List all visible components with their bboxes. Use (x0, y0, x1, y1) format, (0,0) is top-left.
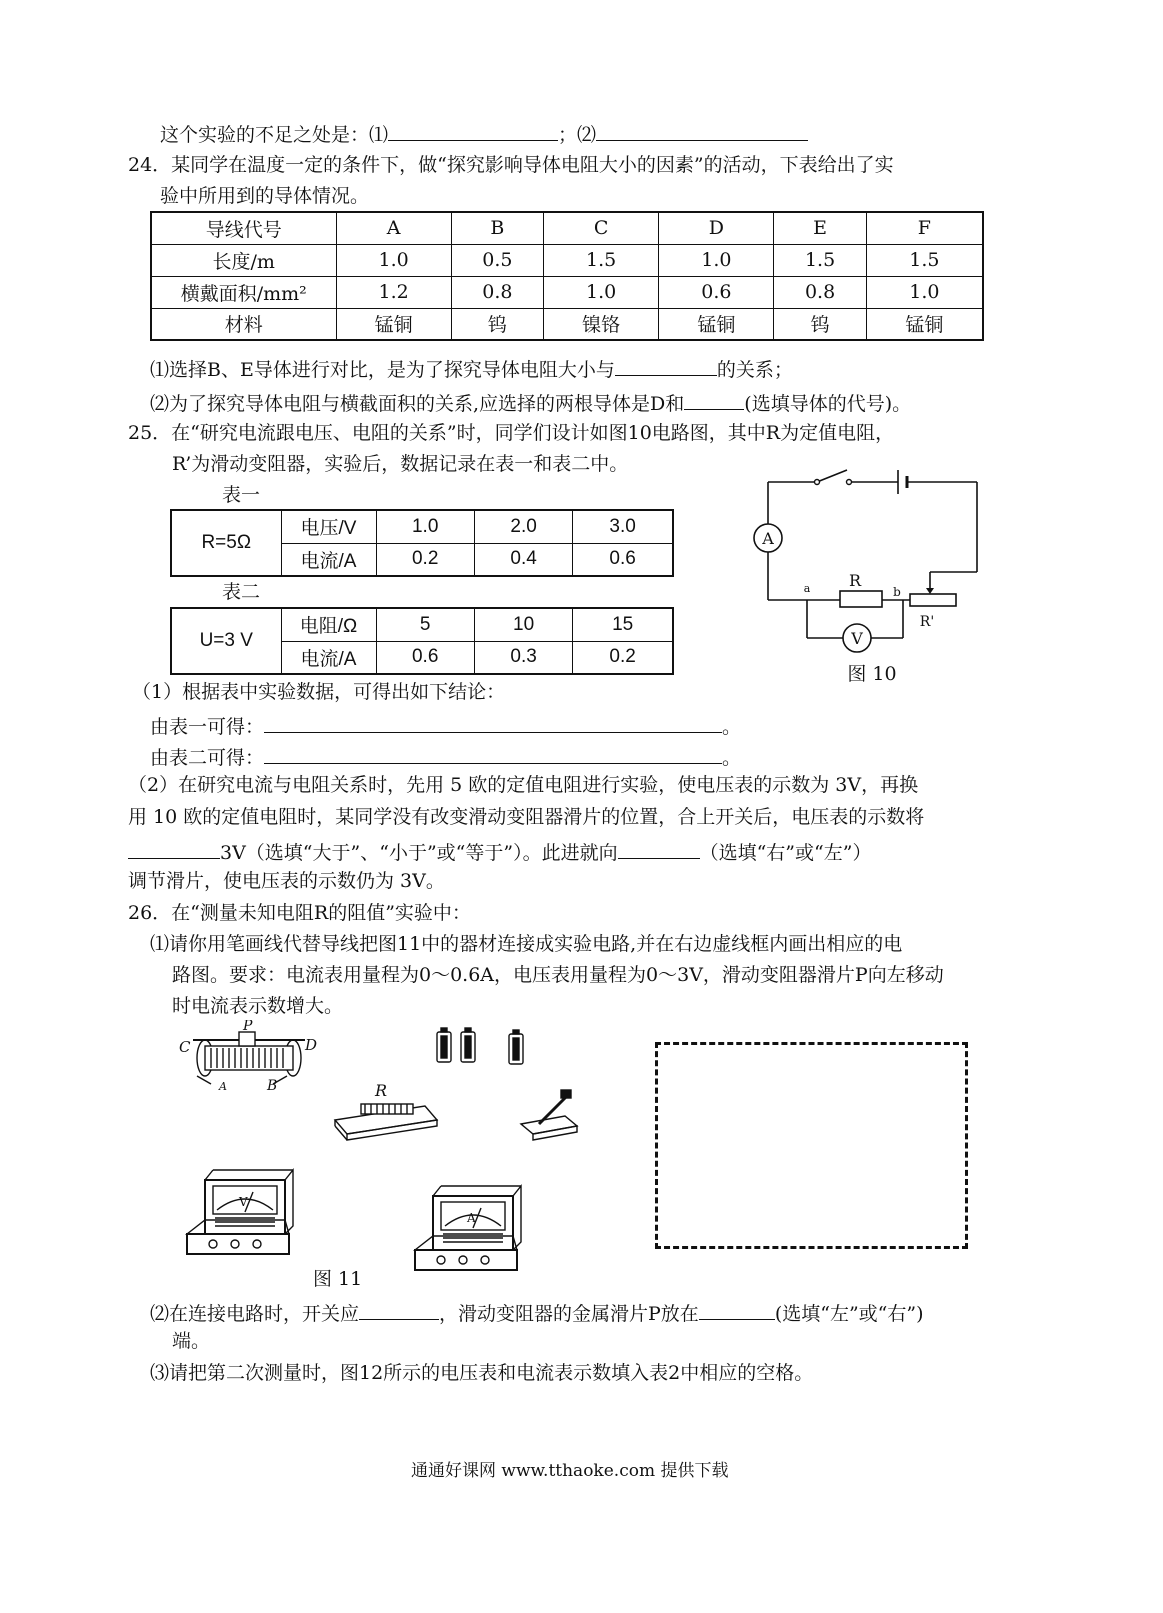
q25-conclusion-1: 由表一可得： 。 (150, 716, 742, 738)
q26-sub1-line2: 路图。要求：电流表用量程为0～0.6A，电压表用量程为0～3V，滑动变阻器滑片P向左移动 (172, 964, 944, 986)
svg-text:A: A (467, 1211, 476, 1225)
table1-label: R=5Ω (171, 510, 281, 576)
table-cell: 1.0 (866, 276, 983, 308)
table-cell: 1.5 (866, 244, 983, 276)
circuit-drawing-box[interactable] (655, 1042, 968, 1249)
q26-sub1-line3: 时电流表示数增大。 (172, 995, 344, 1017)
q26-sub2-line2: 端。 (172, 1330, 211, 1352)
answer-blank[interactable] (615, 357, 717, 376)
table-cell: A (336, 212, 451, 244)
answer-blank[interactable] (388, 122, 558, 141)
answer-blank[interactable] (264, 714, 722, 733)
q26-line1: 26．在“测量未知电阻R的阻值”实验中： (128, 902, 471, 924)
row-header-cell: 导线代号 (151, 212, 336, 244)
table-cell: E (774, 212, 866, 244)
answer-blank[interactable] (618, 840, 700, 859)
table-cell: 1.2 (336, 276, 451, 308)
svg-text:A: A (762, 529, 774, 548)
q25-conclusion-2: 由表二可得： 。 (150, 747, 742, 769)
svg-text:B: B (267, 1078, 278, 1094)
switch-lever (817, 470, 847, 482)
table-cell: 0.5 (451, 244, 543, 276)
svg-text:P: P (243, 1020, 253, 1034)
q25-part2-line4: 调节滑片，使电压表的示数仍为 3V。 (128, 870, 445, 892)
svg-text:V: V (851, 629, 863, 648)
answer-blank[interactable] (684, 391, 744, 410)
row-header-cell: 长度/m (151, 244, 336, 276)
slider-arrow-icon (926, 588, 934, 594)
table-cell: 钨 (451, 308, 543, 340)
table2-label: U=3 V (171, 608, 281, 674)
table-cell: 0.8 (451, 276, 543, 308)
table-row (151, 212, 983, 244)
svg-text:a: a (803, 582, 811, 595)
battery-cells (437, 1028, 523, 1064)
footer-credit: 通通好课网 www.tthaoke.com 提供下载 (411, 1461, 729, 1481)
answer-blank[interactable] (359, 1301, 439, 1320)
fig11-caption: 图 11 (313, 1268, 363, 1290)
row-header-cell: 横戴面积/mm² (151, 276, 336, 308)
q25-part2-line1: （2）在研究电流与电阻关系时，先用 5 欧的定值电阻进行实验，使电压表的示数为 3V，再换 (128, 774, 919, 796)
q25-line1: 25．在“研究电流跟电压、电阻的关系”时，同学们设计如图10电路图，其中R为定值电阻， (128, 422, 895, 444)
resistor-r (840, 591, 882, 607)
circuit-diagram-fig10 (735, 462, 995, 690)
table-row (151, 244, 983, 276)
q23-deficiency-line: 这个实验的不足之处是：⑴ ；⑵ (160, 122, 808, 145)
svg-text:D: D (305, 1036, 318, 1054)
table-row (151, 308, 983, 340)
rheostat (910, 594, 956, 606)
q25-part1: （1）根据表中实验数据，可得出如下结论： (132, 681, 506, 703)
svg-text:V: V (239, 1195, 248, 1209)
table-cell: 1.0 (336, 244, 451, 276)
apparatus-figure-fig11 (175, 1020, 615, 1300)
answer-blank[interactable] (128, 840, 220, 859)
voltmeter-device (187, 1170, 293, 1254)
q26-sub3: ⑶请把第二次测量时，图12所示的电压表和电流表示数填入表2中相应的空格。 (150, 1362, 814, 1384)
table-cell: 镍铬 (543, 308, 658, 340)
q25-part2-line2: 用 10 欧的定值电阻时，某同学没有改变滑动变阻器滑片的位置，合上开关后，电压表的示数将 (128, 806, 925, 828)
table-cell: C (543, 212, 658, 244)
answer-blank[interactable] (699, 1301, 775, 1320)
answer-blank[interactable] (264, 745, 722, 764)
table-cell: F (866, 212, 983, 244)
table-one: R=5Ω 电压/V 1.0 2.0 3.0 电流/A 0.2 0.4 0.6 (170, 509, 674, 577)
q25-line2: R’为滑动变阻器，实验后，数据记录在表一和表二中。 (172, 453, 629, 475)
svg-text:C: C (179, 1038, 191, 1056)
q26-sub1-line1: ⑴请你用笔画线代替导线把图11中的器材连接成实验电路,并在右边虚线框内画出相应的电 (150, 933, 903, 955)
q26-sub2: ⑵在连接电路时，开关应 ，滑动变阻器的金属滑片P放在 (选填“左”或“右”) (150, 1303, 924, 1325)
table-cell: B (451, 212, 543, 244)
table-cell: 1.5 (774, 244, 866, 276)
table-cell: D (659, 212, 774, 244)
table-cell: 0.6 (659, 276, 774, 308)
svg-text:A: A (219, 1080, 227, 1093)
table-cell: 锰铜 (866, 308, 983, 340)
svg-text:R: R (848, 571, 862, 590)
knife-switch (521, 1090, 577, 1140)
row-header-cell: 材料 (151, 308, 336, 340)
sliding-rheostat (193, 1032, 305, 1084)
svg-text:R: R (375, 1081, 388, 1100)
svg-text:b: b (893, 585, 901, 599)
table-cell: 0.8 (774, 276, 866, 308)
svg-text:R': R' (919, 614, 935, 630)
q24-sub2: ⑵为了探究导体电阻与横截面积的关系,应选择的两根导体是D和 (选填导体的代号)。 (150, 393, 912, 415)
q25-part2-line3: 3V（选填“大于”、“小于”或“等于”）。此进就向 （选填“右”或“左”） (128, 840, 871, 863)
table2-title: 表二 (222, 581, 261, 603)
table-cell: 1.0 (659, 244, 774, 276)
q24-line2: 验中所用到的导体情况。 (160, 185, 370, 207)
ammeter-device (415, 1186, 521, 1270)
table-cell: 锰铜 (336, 308, 451, 340)
fixed-resistor-board (335, 1104, 437, 1140)
answer-blank[interactable] (596, 122, 808, 141)
q24-sub1: ⑴选择B、E导体进行对比，是为了探究导体电阻大小与 的关系； (150, 359, 793, 381)
table-row (151, 276, 983, 308)
table-cell: 1.5 (543, 244, 658, 276)
table1-title: 表一 (222, 484, 261, 506)
table-cell: 锰铜 (659, 308, 774, 340)
table-two: U=3 V 电阻/Ω 5 10 15 电流/A 0.6 0.3 0.2 (170, 607, 674, 675)
q24-line1: 24．某同学在温度一定的条件下，做“探究影响导体电阻大小的因素”的活动，下表给出了实 (128, 154, 894, 176)
conductor-table (150, 211, 984, 341)
table-cell: 1.0 (543, 276, 658, 308)
fig10-caption: 图 10 (847, 663, 897, 685)
table-cell: 钨 (774, 308, 866, 340)
